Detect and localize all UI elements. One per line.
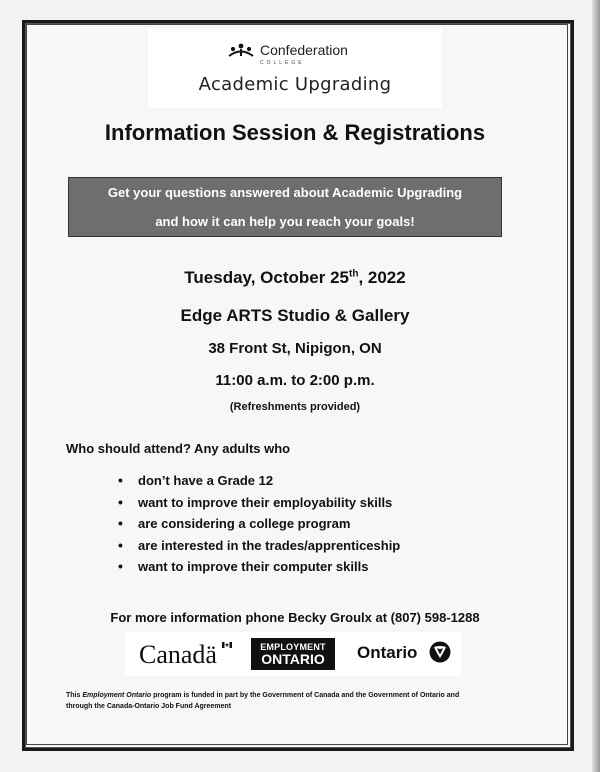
footnote-text-b: program is funded in part by the Government of Canada and the Government of Ontario and (151, 692, 460, 699)
canada-wordmark: Canadä (139, 640, 217, 669)
list-item: • are interested in the trades/apprenticeship (118, 535, 400, 557)
eo-bottom-text: ONTARIO (261, 651, 325, 667)
eo-top-text: EMPLOYMENT (260, 642, 326, 652)
list-item: • are considering a college program (118, 513, 400, 535)
confederation-logo-icon (228, 43, 254, 57)
tagline-line-2: and how it can help you reach your goals! (155, 214, 415, 229)
college-logo (228, 42, 348, 58)
college-subtitle: COLLEGE (260, 60, 305, 66)
event-note: (Refreshments provided) (229, 401, 361, 413)
footnote-line-1 (66, 690, 536, 701)
list-item: • don’t have a Grade 12 (118, 470, 400, 492)
employment-ontario-logo (251, 638, 335, 670)
scan-edge-shadow (592, 0, 600, 772)
college-logo-block (148, 28, 442, 108)
contact-info: For more information phone Becky Groulx at (807) 598-1288 (110, 610, 480, 625)
event-date (0, 268, 590, 288)
tagline-banner (68, 177, 502, 237)
list-item: • want to improve their employability skills (118, 492, 400, 514)
canada-flag-icon (222, 642, 232, 648)
audience-list (118, 470, 400, 578)
footnote-program-name: Employment Ontario (82, 692, 152, 699)
footnote-text-a: This (66, 692, 83, 699)
audience-heading: Who should attend? Any adults who (66, 441, 291, 456)
footnote-line-2: through the Canada-Ontario Job Fund Agreement (66, 703, 232, 710)
funding-footnote (66, 690, 536, 712)
page-title: Information Session & Registrations (104, 120, 486, 145)
event-address: 38 Front St, Nipigon, ON (208, 340, 382, 357)
college-name: Confederation (260, 42, 348, 58)
event-date-main: Tuesday, October 25 (184, 268, 349, 287)
event-date-year: , 2022 (358, 268, 406, 287)
list-item: • want to improve their computer skills (118, 556, 400, 578)
event-date-suffix-sup: th (349, 268, 359, 280)
event-time: 11:00 a.m. to 2:00 p.m. (215, 372, 375, 389)
tagline-line-1: Get your questions answered about Academic Upgrading (107, 185, 463, 200)
ontario-trillium-icon (429, 641, 451, 663)
sponsor-logos (125, 632, 461, 676)
ontario-wordmark: Ontario (357, 643, 418, 662)
event-venue: Edge ARTS Studio & Gallery (180, 306, 410, 325)
program-title: Academic Upgrading (198, 74, 392, 95)
